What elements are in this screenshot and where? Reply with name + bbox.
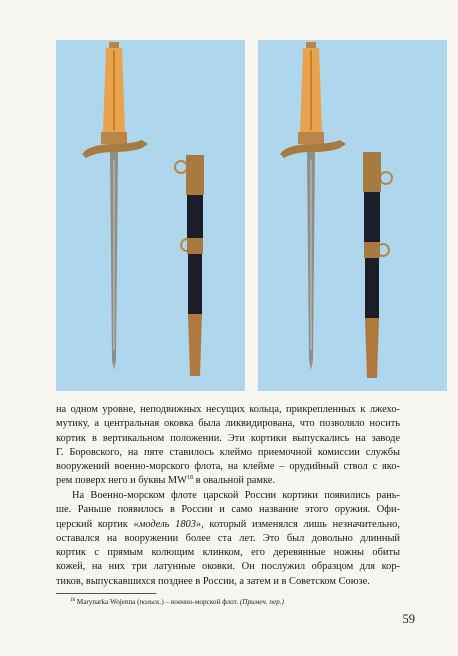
- footnote-reference: 18: [186, 475, 193, 482]
- paragraph-naval-history: [56, 489, 400, 589]
- paragraph-dirk-description: [56, 403, 400, 489]
- footnote-note: (Примеч. пер.): [239, 598, 284, 606]
- page-number: 59: [402, 612, 415, 626]
- footnote: $^{18}$ Marynarka Wojenna (польск.) – военно-морской флот. (Примеч. пер.): [70, 598, 284, 606]
- text-line: [56, 518, 400, 532]
- footnote-divider: [56, 593, 156, 594]
- text-line: на одном уровне, неподвижных несущих кольца, прикрепленных к лжехо-: [56, 404, 400, 415]
- footnote-language: польск.: [139, 598, 162, 606]
- text-line-part: церский кортик «: [56, 518, 139, 530]
- text-line: ше. Раньше появилось в России и само название этого оружия. Офи-: [56, 504, 400, 516]
- dirk-illustration-left: [56, 40, 245, 391]
- text-line: кожей, на них три латунные оковки. Он послужил образцом для кор-: [56, 561, 400, 573]
- text-line: мутику, а центральная оковка была ликвидирована, что позволяло носить: [56, 418, 400, 430]
- model-name: модель 1803: [138, 518, 196, 530]
- text-line: На Военно-морском флоте царской России кортики появились рань-: [72, 490, 400, 501]
- text-line: кортик в вертикальном положении. Эти кортики выпускались на заводе: [56, 432, 400, 444]
- text-line: Г. Боровского, на пяте ставилось клеймо приемочной комиссии службы: [56, 446, 400, 458]
- text-line: [56, 474, 400, 488]
- footnote-source: Marynarka Wojenna: [76, 598, 136, 606]
- photo-dirk-left: [56, 40, 245, 391]
- dirk-illustration-right: [258, 40, 447, 391]
- footnote-number: 18: [70, 598, 75, 603]
- text-line: тиков, выпускавшихся позднее в России, а затем и в Советском Союзе.: [56, 575, 370, 587]
- text-line: вооружений военно-морского флота, на клейме – орудийный ствол с яко-: [56, 461, 400, 473]
- text-line-part: в овальной рамке.: [192, 475, 275, 487]
- footnote-translation: – военно-морской флот.: [163, 598, 240, 606]
- text-line: кортик с прямым колющим клинком, его деревянные ножны обиты: [56, 547, 400, 559]
- text-line-part: рем поверх него и буквы MW: [56, 475, 187, 487]
- text-line-part: », который изменялся лишь незначительно,: [195, 518, 400, 530]
- text-line: оставался на вооружении более ста лет. Это был довольно длинный: [56, 532, 400, 544]
- photo-dirk-right: [258, 40, 447, 391]
